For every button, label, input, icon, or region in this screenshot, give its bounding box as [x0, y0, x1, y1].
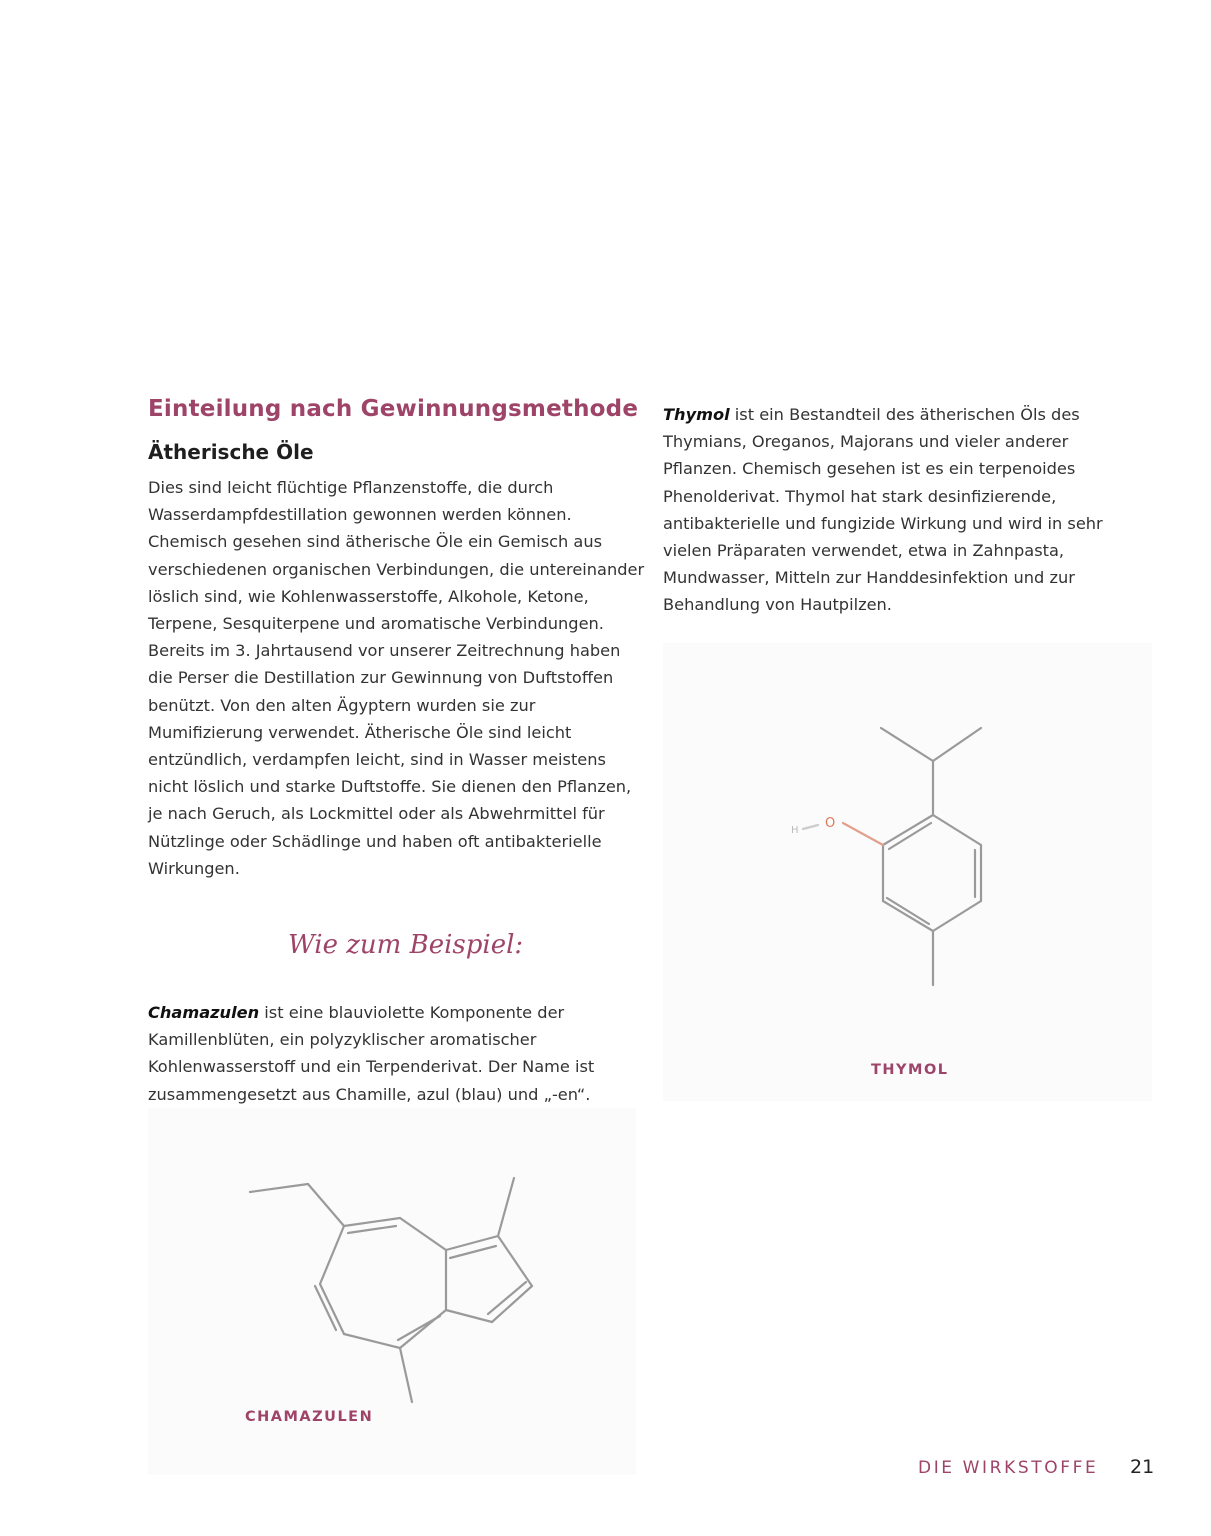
bond	[320, 1226, 344, 1284]
bond	[308, 1184, 344, 1226]
example-heading: Wie zum Beispiel:	[288, 930, 524, 960]
body-paragraph: Dies sind leicht flüchtige Pflanzenstoffe, die durch Wasserdampfdestillation gewonnen werden können. Chemisch gesehen sind ätherische Öle ein Gemisch aus verschiedenen organischen Verbindungen, die untereinander löslich sind, wie Kohlenwasserstoffe, Alkohole, Ketone, Terpene, Sesquiterpene und aromatische Verbindungen. Bereits im 3. Jahrtausend vor unserer Zeitrechnung haben die Perser die Destillation zur Gewinnung von Duftstoffen benützt. Von den alten Ägyptern wurden sie zur Mumifizierung verwendet. Ätherische Öle sind leicht entzündlich, verdampfen leicht, sind in Wasser meistens nicht löslich und starke Duftstoffe. Sie dienen den Pflanzen, je nach Geruch, als Lockmittel oder als Abwehrmittel für Nützlinge oder Schädlinge und haben oft antibakterielle Wirkungen.	[148, 478, 645, 878]
thymol-term: Thymol	[663, 405, 730, 424]
bond	[883, 901, 933, 931]
bond	[400, 1348, 412, 1402]
chamazulen-caption: CHAMAZULEN	[245, 1409, 374, 1425]
page-number: 21	[1130, 1456, 1155, 1478]
bond	[344, 1334, 400, 1348]
thymol-structure-diagram	[663, 643, 1152, 1101]
chamazulen-figure	[148, 1108, 636, 1475]
thymol-figure	[663, 643, 1152, 1101]
bond	[933, 728, 981, 761]
thymol-caption: THYMOL	[871, 1062, 949, 1078]
bond	[889, 823, 931, 849]
bond	[881, 728, 933, 761]
bond	[803, 825, 818, 829]
subheading: Ätherische Öle	[148, 440, 314, 464]
bond	[883, 815, 933, 845]
chamazulen-term: Chamazulen	[148, 1003, 260, 1022]
bond	[887, 898, 929, 924]
left-column	[148, 396, 648, 882]
bond	[933, 901, 981, 931]
bond	[398, 1316, 440, 1340]
chamazulen-structure-diagram	[148, 1108, 636, 1475]
bond	[446, 1310, 492, 1322]
bond	[250, 1184, 308, 1192]
right-column	[663, 401, 1143, 619]
bond	[400, 1218, 446, 1250]
bond	[843, 823, 883, 845]
bond	[348, 1226, 396, 1233]
bond	[492, 1286, 532, 1322]
thymol-text: ist ein Bestandteil des ätherischen Öls des Thymians, Oreganos, Majorans und vieler anderer Pflanzen. Chemisch gesehen ist es ein terpenoides Phenolderivat. Thymol hat stark desinfizierende, antibakterielle und fungizide Wirkung und wird in sehr vielen Präparaten verwendet, etwa in Zahnpasta, Mundwasser, Mitteln zur Handdesinfektion und zur Behandlung von Hautpilzen.	[663, 405, 1103, 615]
bond	[344, 1218, 400, 1226]
hydrogen-atom-label: H	[791, 825, 799, 836]
bond	[315, 1286, 336, 1330]
section-title: Einteilung nach Gewinnungsmethode	[148, 396, 639, 422]
oxygen-atom-label: O	[825, 816, 836, 831]
chamazulen-paragraph	[148, 999, 648, 1108]
footer-section-label: DIE WIRKSTOFFE	[918, 1458, 1099, 1478]
bond	[320, 1284, 344, 1334]
bond	[498, 1178, 514, 1236]
bond	[933, 815, 981, 845]
thymol-paragraph	[663, 401, 1143, 619]
chamazulen-text: ist eine blauviolette Komponente der Kamillenblüten, ein polyzyklischer aromatischer Kohlenwasserstoff und ein Terpenderivat. Der Name ist zusammengesetzt aus Chamille, azul (blau) und „-en“.	[148, 1003, 595, 1104]
bond	[498, 1236, 532, 1286]
